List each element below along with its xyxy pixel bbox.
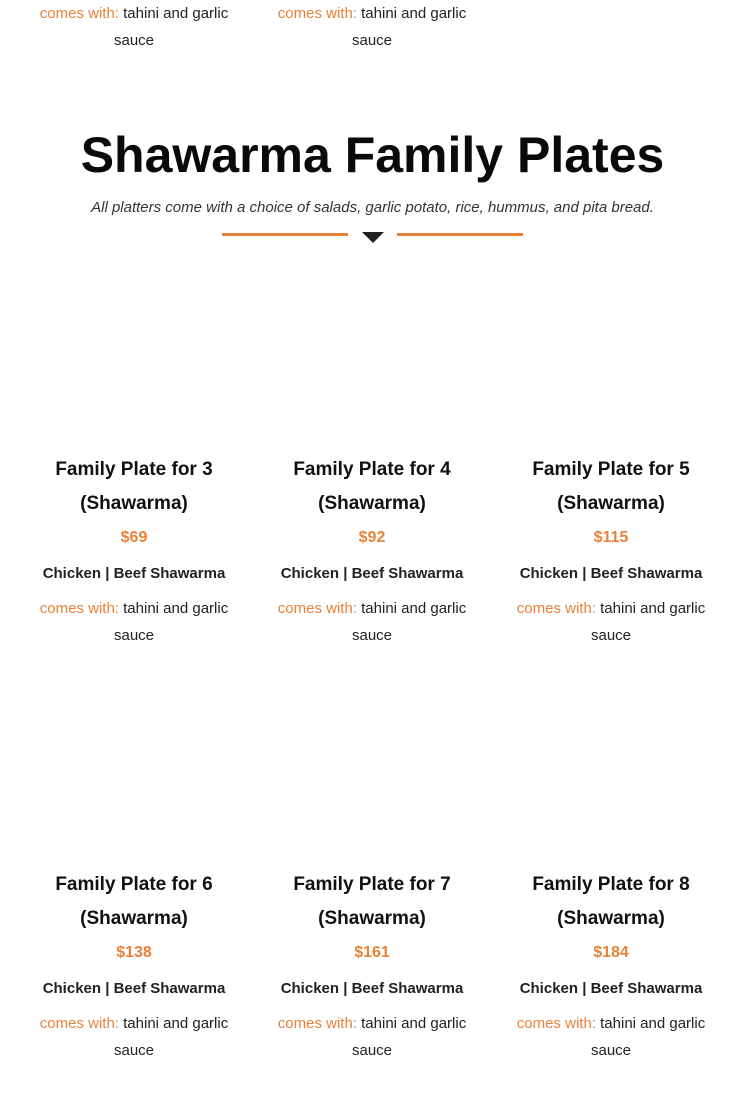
card-title: Family Plate for 5 (Shawarma) (532, 459, 690, 514)
comes-with-label: comes with: (277, 5, 357, 22)
card-types: Chicken | Beef Shawarma (42, 980, 226, 997)
card-price: $138 (116, 944, 152, 961)
comes-with-label: comes with: (277, 1015, 357, 1032)
previous-section-tail (0, 0, 745, 60)
comes-with-text: tahini and garlic sauce (590, 600, 706, 644)
comes-with-label: comes with: (39, 600, 119, 617)
card-types: Chicken | Beef Shawarma (280, 565, 464, 582)
card-types: Chicken | Beef Shawarma (280, 980, 464, 997)
menu-card (29, 868, 239, 1064)
divider-line-right (397, 233, 523, 236)
menu-card (506, 453, 716, 649)
comes-with-text: tahini and garlic sauce (351, 600, 467, 644)
card-price: $115 (593, 529, 629, 546)
card-comes-with (506, 595, 716, 649)
comes-with-text: tahini and garlic sauce (351, 1015, 467, 1059)
triangle-down-icon (362, 232, 384, 243)
comes-with-text: tahini and garlic sauce (590, 1015, 706, 1059)
comes-with-label: comes with: (39, 5, 119, 22)
divider-line-left (222, 233, 348, 236)
menu-card (506, 868, 716, 1064)
comes-with-label: comes with: (39, 1015, 119, 1032)
menu-card (267, 868, 477, 1064)
menu-card (267, 453, 477, 649)
card-title: Family Plate for 8 (Shawarma) (532, 874, 690, 929)
card-types: Chicken | Beef Shawarma (519, 980, 703, 997)
section-title: Shawarma Family Plates (80, 127, 665, 183)
card-comes-with (267, 595, 477, 649)
card-types: Chicken | Beef Shawarma (42, 565, 226, 582)
comes-with-label: comes with: (277, 600, 357, 617)
card-comes-with (506, 1010, 716, 1064)
card-title: Family Plate for 4 (Shawarma) (293, 459, 451, 514)
card-types: Chicken | Beef Shawarma (519, 565, 703, 582)
card-price: $69 (120, 529, 148, 546)
comes-with-text: tahini and garlic sauce (351, 5, 467, 49)
section-subtitle: All platters come with a choice of salads, garlic potato, rice, hummus, and pita bread. (91, 199, 654, 216)
card-price: $92 (358, 529, 386, 546)
top-card-comes-with (29, 0, 239, 54)
menu-card (29, 453, 239, 649)
comes-with-text: tahini and garlic sauce (113, 1015, 229, 1059)
card-comes-with (29, 1010, 239, 1064)
comes-with-text: tahini and garlic sauce (113, 5, 229, 49)
card-title: Family Plate for 6 (Shawarma) (55, 874, 213, 929)
card-price: $161 (354, 944, 390, 961)
card-price: $184 (593, 944, 629, 961)
card-title: Family Plate for 3 (Shawarma) (55, 459, 213, 514)
top-card-comes-with (267, 0, 477, 54)
card-comes-with (29, 595, 239, 649)
comes-with-text: tahini and garlic sauce (113, 600, 229, 644)
comes-with-label: comes with: (516, 1015, 596, 1032)
card-comes-with (267, 1010, 477, 1064)
comes-with-label: comes with: (516, 600, 596, 617)
card-title: Family Plate for 7 (Shawarma) (293, 874, 451, 929)
